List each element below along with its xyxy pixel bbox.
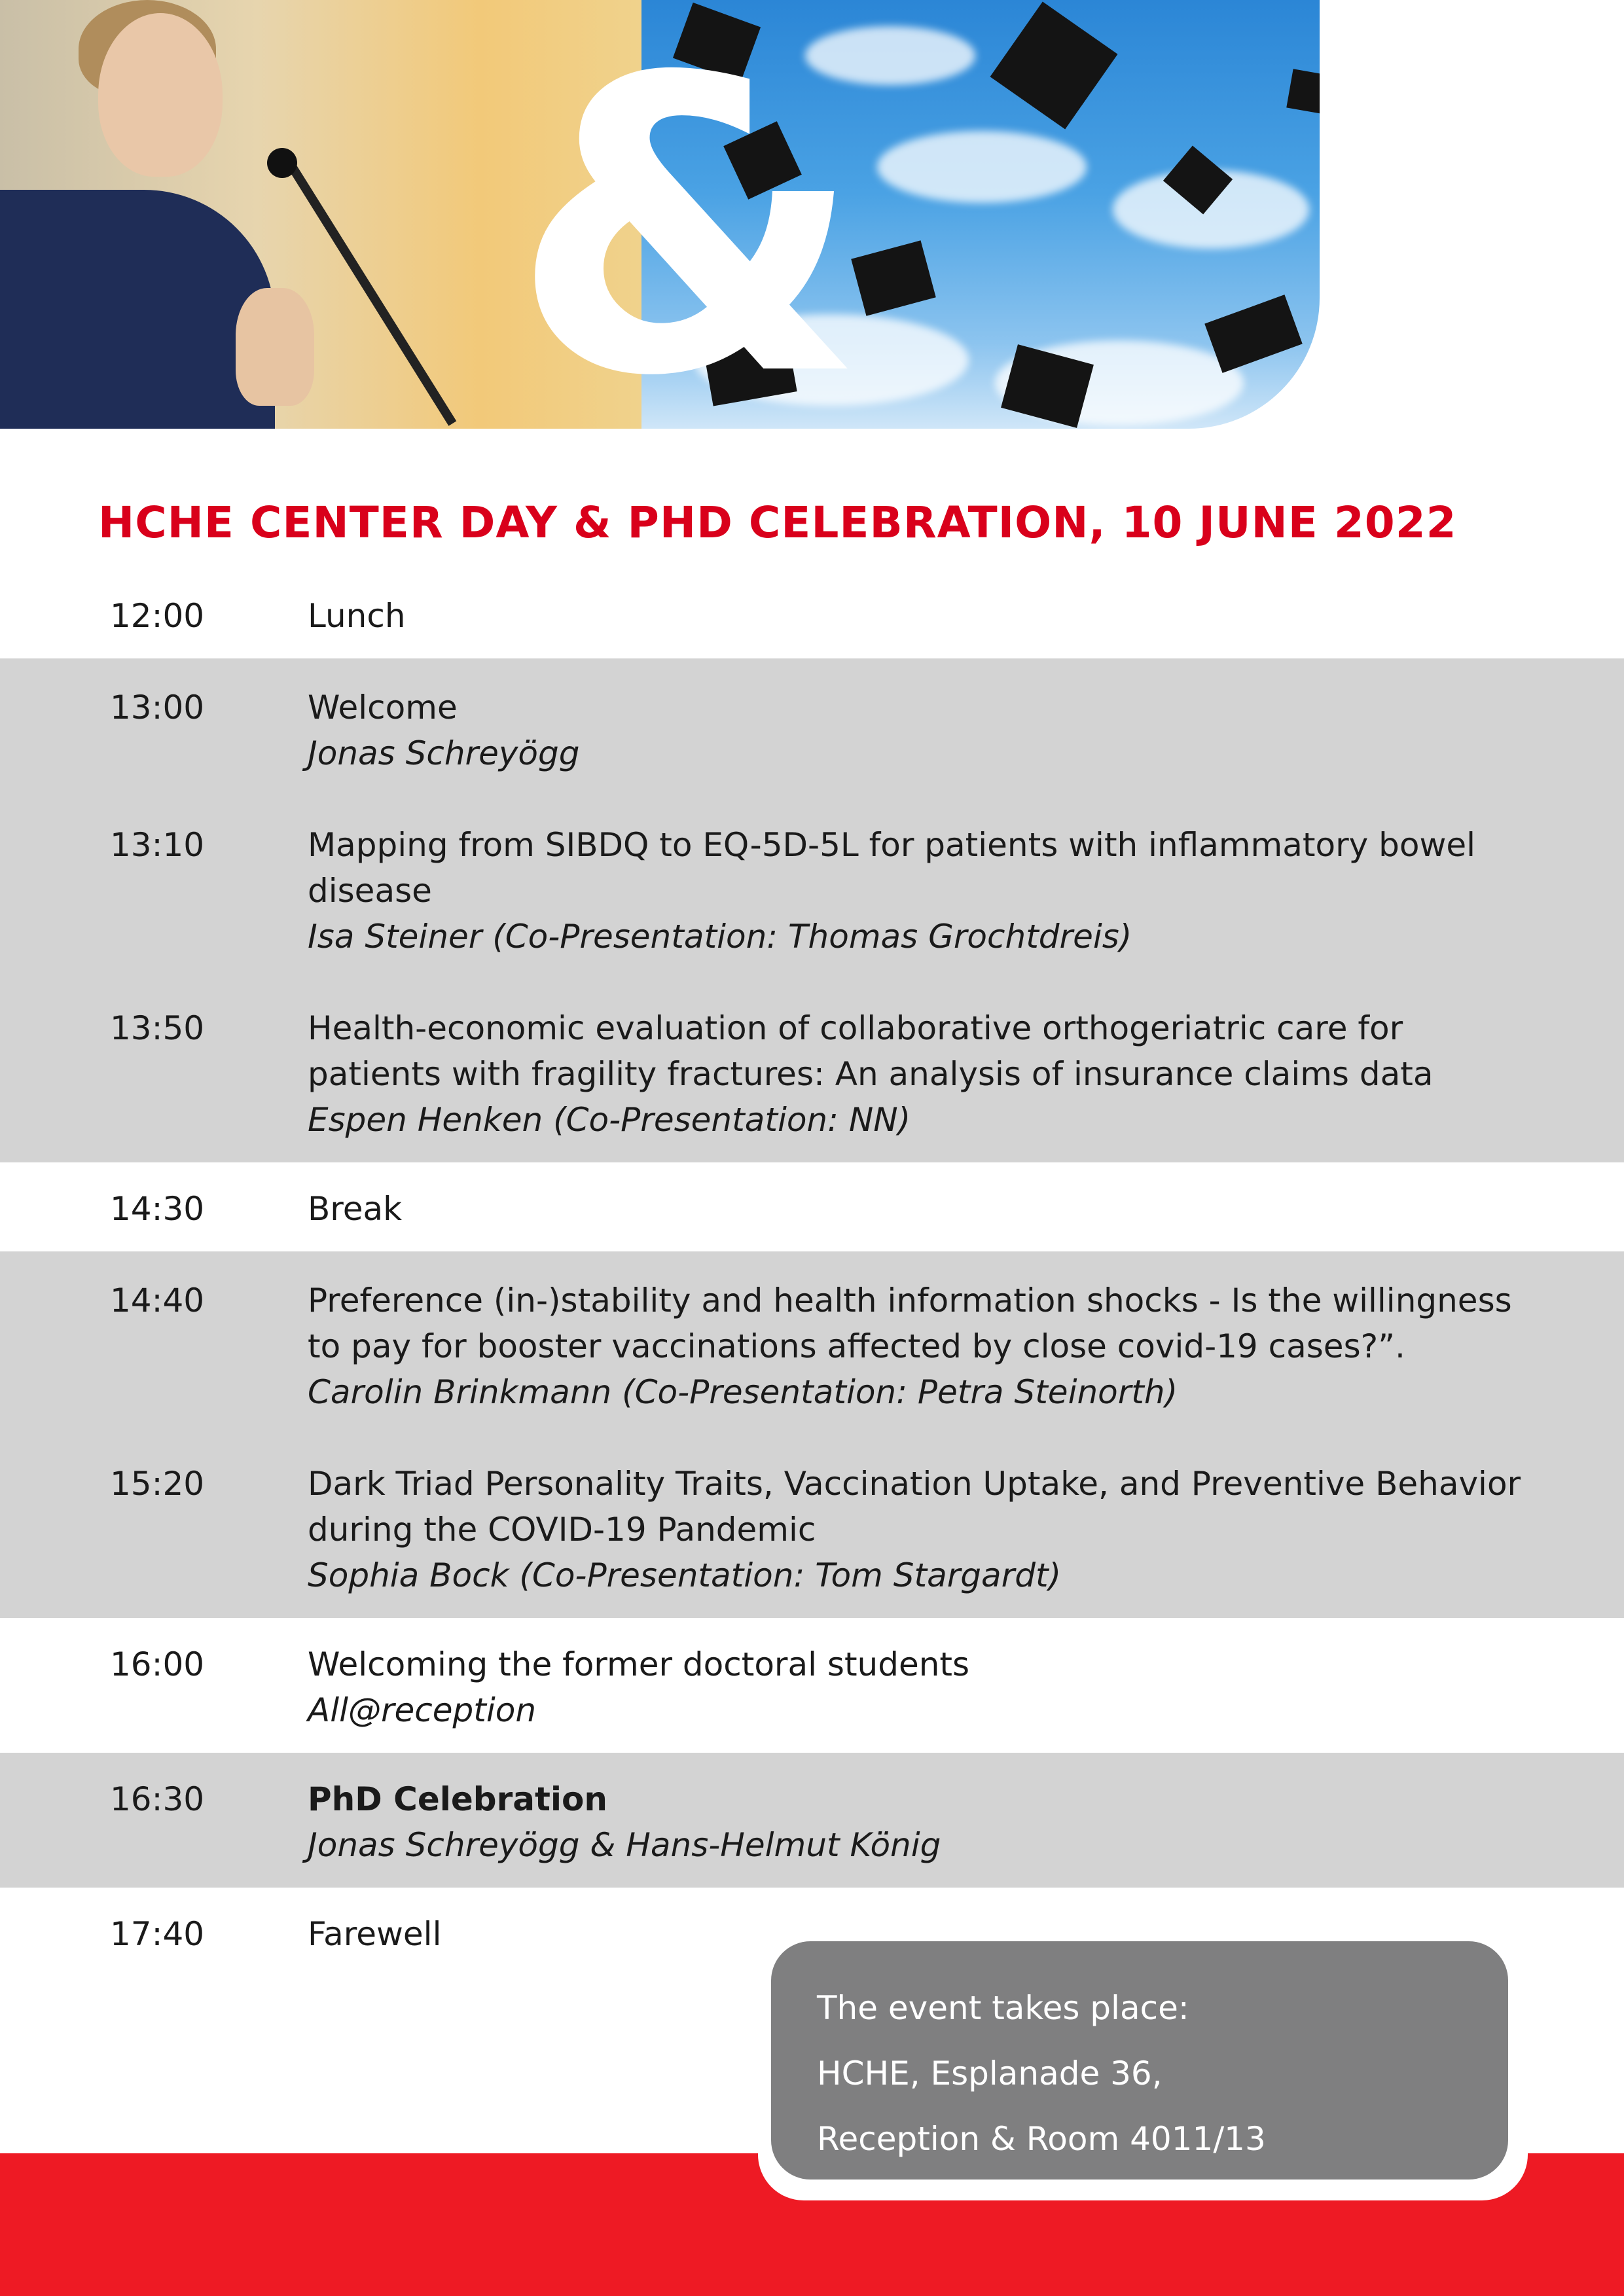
schedule-title: Farewell bbox=[308, 1915, 442, 1953]
schedule-title: Health-economic evaluation of collaborative orthogeriatric care for patients with fragility fractures: An analysis of insurance claims data bbox=[308, 1009, 1434, 1093]
schedule-item bbox=[0, 822, 1624, 960]
location-box bbox=[771, 1941, 1508, 2179]
schedule-item bbox=[0, 1005, 1624, 1143]
schedule-title: PhD Celebration bbox=[308, 1780, 607, 1818]
schedule bbox=[0, 569, 1624, 1977]
schedule-time: 14:40 bbox=[110, 1282, 205, 1319]
schedule-item bbox=[0, 685, 1624, 776]
schedule-speaker: Jonas Schreyögg bbox=[308, 734, 580, 772]
schedule-title: Welcome bbox=[308, 689, 458, 726]
schedule-title: Lunch bbox=[308, 597, 406, 635]
schedule-time: 16:00 bbox=[110, 1645, 205, 1683]
location-intro: The event takes place: bbox=[817, 1989, 1189, 2027]
location-room: Reception & Room 4011/13 bbox=[817, 2120, 1266, 2158]
schedule-time: 16:30 bbox=[110, 1780, 205, 1818]
schedule-title: Welcoming the former doctoral students bbox=[308, 1645, 970, 1683]
schedule-block bbox=[0, 1251, 1624, 1618]
schedule-block bbox=[0, 1618, 1624, 1753]
schedule-item bbox=[0, 1776, 1624, 1868]
schedule-title: Break bbox=[308, 1190, 403, 1228]
schedule-item bbox=[0, 1461, 1624, 1598]
schedule-time: 17:40 bbox=[110, 1915, 205, 1953]
schedule-speaker: Carolin Brinkmann (Co-Presentation: Petra Steinorth) bbox=[308, 1373, 1178, 1411]
schedule-speaker: Espen Henken (Co-Presentation: NN) bbox=[308, 1101, 911, 1139]
schedule-speaker: Isa Steiner (Co-Presentation: Thomas Grochtdreis) bbox=[308, 918, 1132, 956]
graduation-cap-icon bbox=[1286, 69, 1320, 115]
schedule-block bbox=[0, 569, 1624, 658]
schedule-item bbox=[0, 1641, 1624, 1733]
schedule-title: Mapping from SIBDQ to EQ-5D-5L for patients with inflammatory bowel disease bbox=[308, 826, 1476, 910]
schedule-item bbox=[0, 593, 1624, 639]
microphone bbox=[267, 148, 297, 178]
schedule-time: 13:10 bbox=[110, 826, 205, 864]
schedule-time: 14:30 bbox=[110, 1190, 205, 1228]
schedule-title: Dark Triad Personality Traits, Vaccination Uptake, and Preventive Behavior during the COVID-19 Pandemic bbox=[308, 1465, 1521, 1549]
graduation-cap-icon bbox=[1204, 295, 1303, 373]
schedule-time: 13:00 bbox=[110, 689, 205, 726]
schedule-speaker: Jonas Schreyögg & Hans-Helmut König bbox=[308, 1826, 941, 1864]
schedule-speaker: Sophia Bock (Co-Presentation: Tom Stargardt) bbox=[308, 1556, 1062, 1594]
schedule-time: 13:50 bbox=[110, 1009, 205, 1047]
schedule-item bbox=[0, 1186, 1624, 1232]
schedule-time: 12:00 bbox=[110, 597, 205, 635]
graduation-cap-icon bbox=[990, 2, 1118, 130]
ampersand-graphic: & bbox=[511, 0, 865, 429]
header-image bbox=[0, 0, 1320, 429]
schedule-title: Preference (in-)stability and health information shocks - Is the willingness to pay for booster vaccinations affected by close covid-19 cases?”. bbox=[308, 1282, 1512, 1365]
schedule-item bbox=[0, 1278, 1624, 1415]
location-address: HCHE, Esplanade 36, bbox=[817, 2054, 1163, 2092]
schedule-speaker: All@reception bbox=[308, 1691, 537, 1729]
schedule-block bbox=[0, 1753, 1624, 1888]
page-title: HCHE CENTER DAY & PHD CELEBRATION, 10 JUNE 2022 bbox=[98, 497, 1457, 548]
schedule-block bbox=[0, 658, 1624, 1162]
schedule-time: 15:20 bbox=[110, 1465, 205, 1503]
schedule-block bbox=[0, 1162, 1624, 1251]
